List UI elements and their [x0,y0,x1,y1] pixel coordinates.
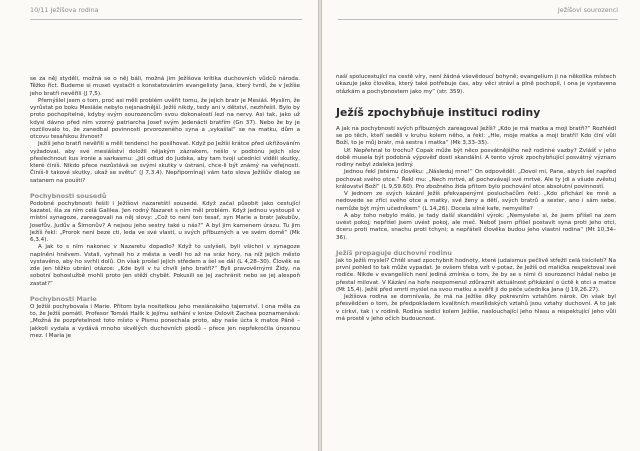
right-header-rule [338,19,618,20]
paragraph: Jednou řekl jistému člověku: „Následuj mne!“ On odpověděl: „Dovol mi, Pane, abych šel napřed pochovat svého otce.“ Řekl mu: „Nech mrtvé, ať pochovávají své mrtvé. Ale ty jdi a všude zvěstuj království Boží“ (L 9,59.60). Pro zbožného žida přitom bylo pochování otce absolutní povinností. [336,169,616,190]
paragraph: se za něj styděli, možná se o něj báli, možná jim Ježíšova kritika duchovních vůdců národa. Těžko říct. Budeme si muset vystačit s konstatováním evangelisty Jana, který tvrdí, že v Ježíše jeho bratři nevěřili (J 7,5). [30,76,300,97]
right-page-header: Ježíšovi sourozenci [557,6,618,14]
paragraph: naší spolucestující na cestě víry, není žádná vševědoucí bohyně; evangelium ji na několika místech ukazuje jako člověka, který také potřebuje čas, aby věci stráví a plně pochopil, i ona je vystavena otázkám a pochybnostem jako my“ (str. 359). [336,74,616,95]
paragraph: A aby toho nebylo málo, je tady další skandální výrok: „Nemyslete si, že jsem přišel na zem uvést pokoj; nepřišel jsem uvést pokoj, ale meč. Neboť jsem přišel postavit syna proti jeho otci, dceru proti matce, snachu proti tchyni; a nepřáteli člověka budou jeho vlastní rodina“ (Mt 10,34–36). [336,212,616,241]
section-title-neighbors: Pochybnosti sousedů [30,191,107,200]
left-text-column [30,76,300,340]
paragraph: Jak to Ježíš myslel? Chtěl snad zpochybnit hodnoty, které judaismus pečlivě střežil celá tisíciletí? Na první pohled to tak může vypadat. Je ovšem třeba vzít v potaz, že Ježíš od malička respektoval své rodiče. Nikde v evangeliích není jediná zmínka o tom, že by se s nimi či sourozenci hádal nebo je přestal milovat. V Kázání na hoře neopomenul zdůraznit aktuálnost přikázání o úctě k otci a matce (Mt 15,4). Ježíš před smrtí myslel na svou matku a svěřil ji do péče učedníka Jana (J 19,26.27). [336,257,616,293]
paragraph: Podobné pochybnosti řešili i Ježíšovi nazaretští sousedé. Když začal působit jako cestující kazatel, šla za ním celá Galilea. Jen rodný Nazaret s ním měl problém. Když jednou vystoupil v místní synagoze, zareagovali na něj slovy: „Což to není ten tesař, syn Marie a bratr Jakubův, Josefův, Judův a Šimonův? A nejsou jeho sestry také u nás?“ A byl jim kamenem úrazu. Tu jim Ježíš řekl: „Prorok není beze cti, leda ve své vlasti, u svých příbuzných a ve svém domě“ (Mk 6,3.4). [30,200,300,243]
section-title-spiritual-family: Ježíš propaguje duchovní rodinu [336,248,452,257]
paragraph: A jak na pochybnosti svých příbuzných zareagoval Ježíš? „Kdo je má matka a moji bratři?“ Rozhlédl se po těch, kteří seděli v kruhu kolem něho, a řekl: „Hle, moje matka a moji bratři! Kdo činí vůli Boží, to je můj bratr, má sestra i matka“ (Mk 3,33–35). [336,125,616,147]
paragraph: Ježíš jeho bratři nevěřili a měli tendenci ho posilhovat. Když po Ježíši krátce před ukřižováním vyžadoval, aby své mesiášství doložil nějakým zázrakem, nešlo v podtónu jejich slov přeslechnout kus ironie a sarkasmu: „Jdi odtud do Judska, aby tam tvoji učedníci viděli skutky, které činíš. Nikdo přece nezůstává se svými skutky v ústraní, chce-li být známý na veřejnosti. Činíš-li takové skutky, ukaž se světu“ (J 7,3.4). Nepřipomínají vám tato slova Ježíšův dialog se satanem na poušti? [30,141,300,184]
paragraph: Uf. Nepřehnal to trochu? Copak může být něco posvátnějšího než rodinné vazby? Zvlášť v jeho době musela být podobná výpověď dosti skandální. A tento výrok zpochybňující posvátný význam rodiny nebyl zdaleka jediný. [336,147,616,168]
paragraph: Přemýšlel jsem o tom, proč asi měli problém uvěřit tomu, že jejich bratr je Mesiáš. Myslím, že vyrůstat po boku Mesiáše nebylo nejsnadnější. Ježíš nikdy, tedy ani v dětství, nezhřešil. Bylo by proto pochopitelné, kdyby svým sourozencům svou dokonalostí lezl na nervy. Asi tak, jako už kdysi dávno před ním vzorný patriarcha Josef svým jedenácti bratřím (Gn 37). Nebo že by je rozčilovalo to, že zanedbal povinnosti prvorozeného syna a „vykašlal“ se na matku, dům a otcovu tesařskou živnost? [30,97,300,140]
section-title-mary: Pochybnosti Marie [30,294,97,303]
right-text-column [336,74,616,323]
right-page [322,0,640,451]
paragraph: A jak to s ním nakonec v Nazaretu dopadlo? Když to uslyšeli, byli všichni v synagoze naplněni hněvem. Vstali, vyhnali ho z města a vedli ho až na sráz hory, na níž jejich město vystavěno, aby ho svrhli dolů. On však prošel jejich středem a šel se dál (L 4,28–30). Člověk se zde jen těžko ubrání otázce: „Kde byli v tu chvíli jeho bratři?“ Byli pravověrnými Židy, na sobotní bohoslužbě mohli proto jen stěží chybět. Pokusili se jej zachránit nebo se jej alespoň zastat?“ [30,244,300,287]
paragraph: O Ježíši pochybovala i Marie. Přitom byla nositelkou jeho mesiánského tajemství. I ona měla za to, že Ježíš pomátl. Profesor Tomáš Halík k jejímu selhání v knize Oslovit Zachea poznamenává: „Možná že pozpřetelnost toto místo v Písmu ponechala proto, aby naše úcta k matce Páně – jakkoli vydala a vydává mnoho skvělých duchovních plodů – přece jen nepřekročila únosnou mez. I Maria je [30,303,300,339]
paragraph: V jednom ze svých kázání Ježíš překvapenými posluchačům řekl: „Kdo přichází ke mně a nedovede se zříci svého otce a matky, své ženy a dětí, svých bratrů a sester, ano i sám sebe, nemůže být mým učedníkem“ (L 14,26). Docela silné kafe, nemyslíte? [336,191,616,212]
chapter-heading: Ježíš zpochybňuje instituci rodiny [336,105,541,119]
left-page-header: 10/11 Ježíšova rodina [30,6,99,14]
left-header-rule [30,19,302,20]
left-page [0,0,318,451]
paragraph: Ježíšova rodina se domnívala, že má na Ježíše díky pokrevním vztahům nárok. On však byl přesvědčen o tom, že předpokladem kvalitních mezilidských vztahů jsou vztahy duchovní. A to jak v církvi, tak i v rodině. Rodina sedící kolem Ježíše, naslouchající jeho hlasu a respektující jeho vůli má prostě v jeho očích budoucnost. [336,294,616,322]
